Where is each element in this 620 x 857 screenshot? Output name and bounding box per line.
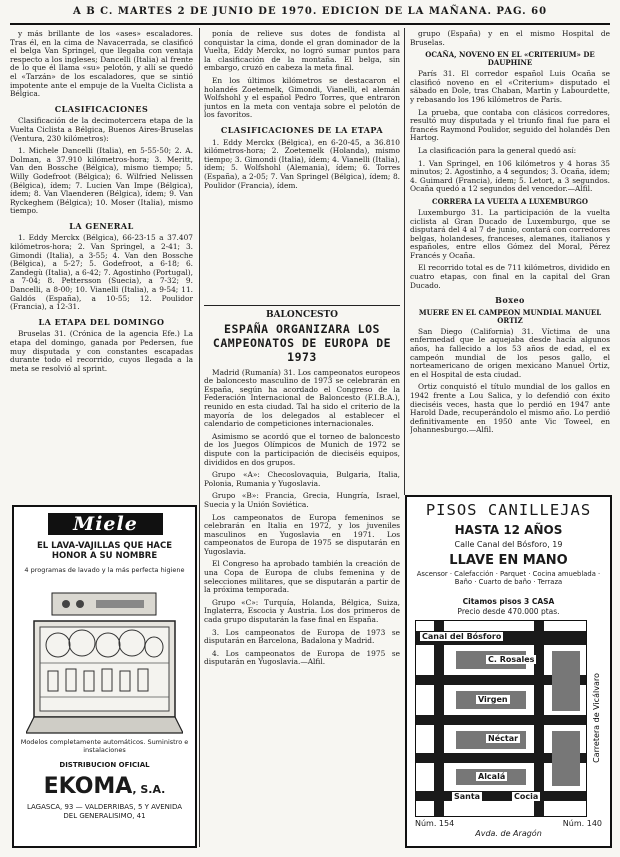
article-paragraph: Ortiz conquistó el título mundial de los gallos en 1942 frente a Lou Salica, y lo defendió con éxito dieciséis veces, hasta que lo perdió en 1947 ante Harold Dade, recuperándolo el mismo año. Lo perdió definitivamente en 1950 ante Vic Toweel, en Johannesburgo.—Alfil. <box>410 382 610 435</box>
ekoma-suffix: , S.A. <box>132 783 166 796</box>
article-paragraph: 1. Michele Dancelli (Italia), en 5-55-50; 2. A. Dolman, a 37.910 kilómetros-hora; 3. Meritt, Van den Bossche (Bélgica), mismo tiempo; 5. Willy Godefroot (Bélgica); 6. Wilfried Nelissen (Bélgica), ídem; 7. Lucien Van Impe (Bélgica), ídem; 8. Van Vlaenderen (Bélgica), ídem; 9. Van Ryckeghem (Bélgica); 10. Moser (Italia), mismo tiempo. <box>10 146 193 216</box>
ekoma-name: EKOMA <box>43 774 133 799</box>
map-vertical-label <box>588 625 604 811</box>
column-cycling-vuelta <box>204 30 400 330</box>
ad-keys: LLAVE EN MANO <box>449 553 568 568</box>
article-paragraph: ponía de relieve sus dotes de fondista al conquistar la cima, donde el gran dominador de la Vuelta, Eddy Merckx, no logró sumar puntos para la clasificación de la montaña. El belga, sin embargo, cruzó en cabeza la meta final. <box>204 30 400 73</box>
article-paragraph: En los últimos kilómetros se destacaron el holandés Zoetemelk, Gimondi, Vianelli, el alemán Wolfshohl y el español Pedro Torres, que entraron juntos en la meta con ventaja sobre el pelotón de los favoritos. <box>204 75 400 120</box>
article-paragraph: El Congreso ha aprobado también la creación de una Copa de Europa de clubs femenina y de selecciones militares, que se disputarán a partir de la próxima temporada. <box>204 559 400 595</box>
miele-advertisement <box>12 505 197 848</box>
map-label: Cocia <box>514 792 539 801</box>
location-map <box>415 620 587 817</box>
article-paragraph: Luxemburgo 31. La participación de la vuelta ciclista al Gran Ducado de Luxemburgo, que se disputará del 4 al 7 de junio, contará con corredores belgas, holandeses, franceses, alemanes, italianos y españoles, entre ellos Gómez del Moral, Pérez Francés y Ocaña. <box>410 207 610 260</box>
ad-address: LAGASCA, 93 — VALDERRIBAS, 5 Y AVENIDA DEL GENERALISIMO, 41 <box>26 803 183 820</box>
dishwasher-illustration <box>26 587 183 737</box>
pisos-canillejas-advertisement <box>405 495 612 848</box>
column-cycling-boxing <box>410 30 610 490</box>
article-paragraph: Grupo «B»: Francia, Grecia, Hungría, Israel, Suecia y la Unión Soviética. <box>204 491 400 509</box>
article-paragraph: 1. Van Springel, en 106 kilómetros y 4 horas 35 minutos; 2. Agostinho, a 4 segundos; 3. Ocaña, ídem; 4. Guimard (Francia), ídem; 5. Letort, a 3 segundos. Ocaña quedó a 12 segundos del vencedor.—Alfil. <box>410 158 610 194</box>
ad-features: Ascensor · Calefacción · Parquet · Cocina amueblada · Baño · Cuarto de baño · Terraza <box>416 570 601 586</box>
article-paragraph: 4. Los campeonatos de Europa de 1975 se disputarán en Yugoslavia.—Alfil. <box>204 648 400 667</box>
ad-title: PISOS CANILLEJAS <box>425 501 592 519</box>
map-label: Santa <box>454 792 481 801</box>
article-paragraph: grupo (España) y en el mismo Hospital de Bruselas. <box>410 30 610 47</box>
page-header: A B C. MARTES 2 DE JUNIO DE 1970. EDICION DE LA MAÑANA. PAG. 60 <box>72 6 548 17</box>
article-paragraph: El recorrido total es de 711 kilómetros, dividido en cuatro etapas, con final en la capital del Gran Ducado. <box>410 263 610 290</box>
map-label: Virgen <box>478 695 508 704</box>
article-paragraph: 1. Eddy Merckx (Bélgica), 66-23-15 a 37.407 kilómetros-hora; 2. Van Springel, a 2-41; 3. Gimondi (Italia), a 3-55; 4. Van den Bossche (Bélgica), a 5-27; 5. Godefroot, a 6-18; 6. Zandegù (Italia), a 6-42; 7. Agostinho (Portugal), a 7-04; 8. Pettersson (Suecia), a 7-32; 9. Dancelli, a 8-00; 10. Vianelli (Italia), a 9-54; 11. Galdós (España), a 10-55; 12. Poulidor (Francia), a 12-31. <box>10 233 193 312</box>
article-paragraph: Grupo «C»: Turquía, Holanda, Bélgica, Suiza, Inglaterra, Escocia y Austria. Los dos primeros de cada grupo disputarán la fase final en España. <box>204 597 400 625</box>
article-paragraph: La prueba, que contaba con clásicos corredores, resultó muy disputada y el triunfo final fue para el francés Raymond Poulidor, seguido del holandés Den Hartog. <box>410 107 610 143</box>
subheading: OCAÑA, NOVENO EN EL «CRITERIUM» DE DAUPHINE <box>425 50 595 68</box>
map-streets <box>416 621 586 816</box>
column-divider <box>199 28 200 847</box>
ad-bottom-row <box>415 819 602 843</box>
number-left: Núm. 154 <box>415 819 455 828</box>
header-rule <box>10 23 610 25</box>
subheading: CLASIFICACIONES DE LA ETAPA <box>220 124 384 135</box>
map-label: Alcalá <box>478 772 506 781</box>
ad-street: Calle Canal del Bósforo, 19 <box>454 540 563 549</box>
section-rule <box>204 305 400 306</box>
headline: ESPAÑA ORGANIZARA LOS CAMPEONATOS DE EUROPA DE 1973 <box>212 321 392 364</box>
ad-subtitle: HASTA 12 AÑOS <box>454 523 563 537</box>
article-paragraph: París 31. El corredor español Luis Ocaña se clasificó noveno en el «Criterium» disputado el sábado en Dole, tras Chaban, Martin y Labourdette, y rebasando los 196 kilómetros de París. <box>410 69 610 104</box>
article-paragraph: y más brillante de los «ases» escaladores. Tras él, en la cima de Navacerrada, se clasificó el belga Van Springel, que llegaba con ventaja respecto a los ingleses; Dancelli (Italia) al frente de lo que él llama «su» pelotón, y allí se quedó el «Tarzán» de los escaladores, que se sintió impotente ante el empuje de la Vuelta Ciclista a Bélgica. <box>10 30 193 99</box>
subheading: CORRERA LA VUELTA A LUXEMBURGO <box>432 196 588 206</box>
ad-footnote: Modelos completamente automáticos. Suministro e instalaciones <box>20 738 189 754</box>
ad-appointment: Citamos pisos 3 CASA <box>462 597 555 606</box>
article-paragraph: San Diego (California) 31. Víctima de una enfermedad que le aquejaba desde hacía algunos años, ha fallecido a los 53 años de edad, el ex campeón mundial de los pesos gallo, el norteamericano de origen mexicano Manuel Ortiz, en el Hospital de esta ciudad. <box>410 326 610 379</box>
article-paragraph: Asimismo se acordó que el torneo de baloncesto de los Juegos Olímpicos de Munich de 1972 se dispute con la participación de dieciséis equipos, divididos en dos grupos. <box>204 431 400 467</box>
article-paragraph: 1. Eddy Merckx (Bélgica), en 6-20-45, a 36.810 kilómetros-hora; 2. Zoetemelk (Holanda), mismo tiempo; 3. Gimondi (Italia), ídem; 4. Vianelli (Italia), ídem; 5. Wolfshohl (Alemania), ídem; 6. Torres (España), a 2-05; 7. Van Springel (Bélgica), ídem; 8. Poulidor (Francia), ídem. <box>204 137 400 190</box>
road-label: Carretera de Vicálvaro <box>592 673 601 763</box>
ekoma-brand <box>20 774 189 803</box>
section-label-boxing: Boxeo <box>495 295 525 306</box>
subheading: LA GENERAL <box>69 220 134 231</box>
article-paragraph: Clasificación de la decimotercera etapa de la Vuelta Ciclista a Bélgica, Buenos Aires-Bruselas (Ventura, 230 kilómetros): <box>10 116 193 143</box>
article-paragraph: 3. Los campeonatos de Europa de 1973 se disputarán en Barcelona, Badalona y Madrid. <box>204 627 400 646</box>
number-right: Núm. 140 <box>562 819 602 828</box>
article-paragraph: Bruselas 31. (Crónica de la agencia Efe.) La etapa del domingo, ganada por Pedersen, fue muy disputada y con constantes escapadas durante todo el recorrido, cuyos llegada a la meta se resolvió al sprint. <box>10 329 193 373</box>
avenue-label: Avda. de Aragón <box>475 829 542 838</box>
column-divider <box>404 28 405 495</box>
section-label: BALONCESTO <box>265 310 339 320</box>
ad-distribution: DISTRIBUCION OFICIAL <box>59 761 150 769</box>
subheading: LA ETAPA DEL DOMINGO <box>38 316 165 327</box>
article-paragraph: Los campeonatos de Europa femeninos se celebrarán en Italia en 1972, y los juveniles masculinos en Yugoslavia en 1971. Los campeonatos de Europa de 1975 se disputarán en Yugoslavia. <box>204 512 400 556</box>
ad-price: Precio desde 470.000 ptas. <box>457 607 560 616</box>
column-cycling-belgium <box>10 30 193 500</box>
ad-note: 4 programas de lavado y la más perfecta higiene <box>24 566 185 574</box>
subheading: CLASIFICACIONES <box>54 103 149 114</box>
article-paragraph: Madrid (Rumanía) 31. Los campeonatos europeos de baloncesto masculino de 1973 se celebrarán en España, según ha acordado el Congreso de la Federación Internacional de Baloncesto (F.I.B.A.), reunido en esta ciudad. Tal ha sido el criterio de la mayoría de los delegados al establecer el calendario de competiciones internacionales. <box>204 367 400 429</box>
ad-slogan: EL LAVA-VAJILLAS QUE HACE HONOR A SU NOMBRE <box>36 541 173 561</box>
map-label: C. Rosales <box>488 655 535 664</box>
column-basketball <box>204 300 400 847</box>
miele-logo: Miele <box>48 513 163 535</box>
article-paragraph: Grupo «A»: Checoslovaquia, Bulgaria, Italia, Polonia, Rumania y Yugoslavia. <box>204 470 400 488</box>
article-paragraph: La clasificación para la general quedó así: <box>418 145 577 155</box>
subheading: MUERE EN EL CAMPEON MUNDIAL MANUEL ORTIZ <box>418 307 602 325</box>
map-label: Canal del Bósforo <box>422 632 502 641</box>
map-label: Néctar <box>488 734 519 743</box>
